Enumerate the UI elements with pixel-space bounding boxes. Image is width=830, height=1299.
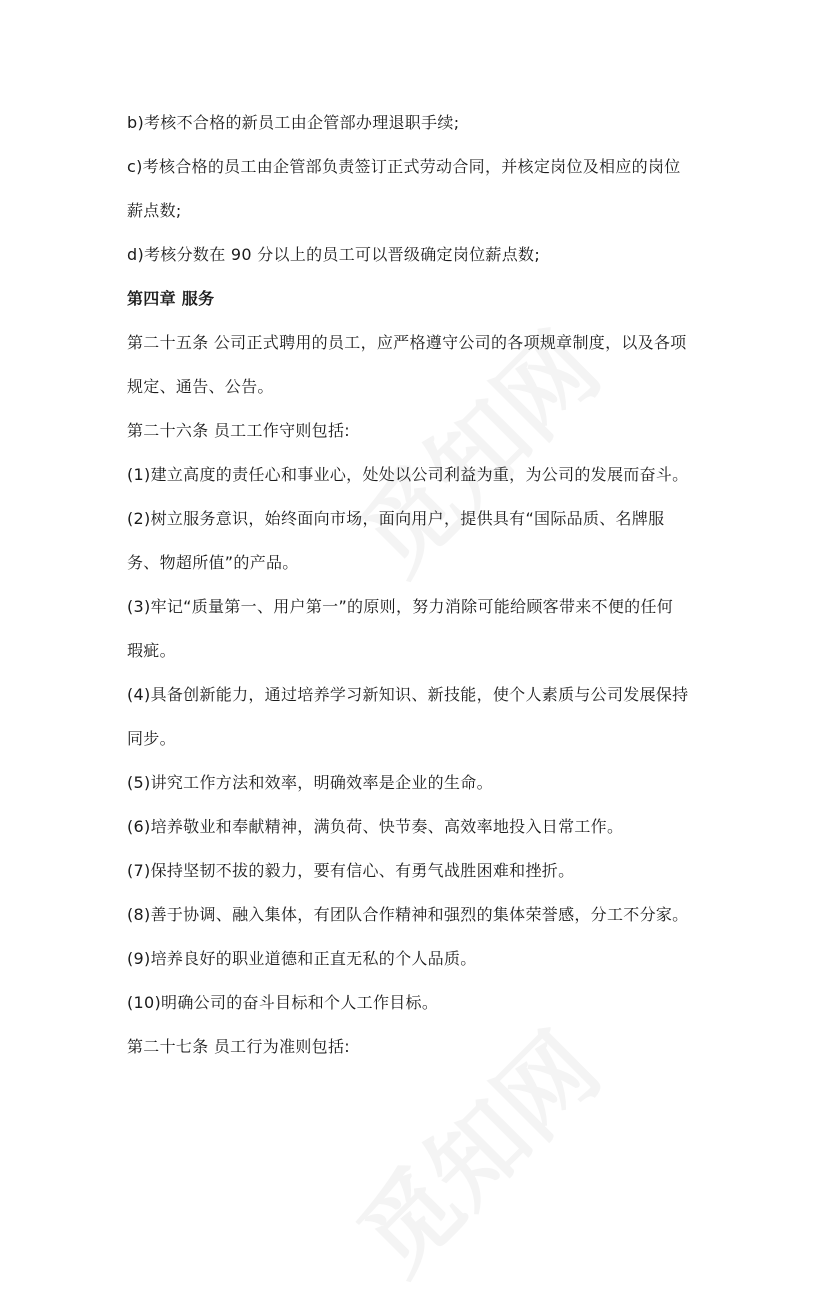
paragraph-line: (2)树立服务意识，始终面向市场，面向用户，提供具有“国际品质、名牌服 (127, 509, 665, 528)
paragraph-line: (4)具备创新能力，通过培养学习新知识、新技能，使个人素质与公司发展保持 (127, 685, 689, 704)
paragraph-line: (8)善于协调、融入集体，有团队合作精神和强烈的集体荣誉感，分工不分家。 (127, 905, 689, 924)
paragraph-line: (3)牢记“质量第一、用户第一”的原则，努力消除可能给顾客带来不便的任何 (127, 597, 674, 616)
paragraph-line: 同步。 (127, 729, 176, 748)
paragraph-line: 务、物超所值”的产品。 (127, 553, 299, 572)
paragraph-line: (5)讲究工作方法和效率，明确效率是企业的生命。 (127, 773, 493, 792)
paragraph-line: 第二十七条 员工行为准则包括: (127, 1037, 350, 1056)
paragraph-line: b)考核不合格的新员工由企管部办理退职手续; (127, 113, 460, 132)
paragraph-line: c)考核合格的员工由企管部负责签订正式劳动合同，并核定岗位及相应的岗位 (127, 157, 681, 176)
paragraph-line: 瑕疵。 (127, 641, 176, 660)
paragraph-line: (1)建立高度的责任心和事业心，处处以公司利益为重，为公司的发展而奋斗。 (127, 465, 689, 484)
paragraph-line: 薪点数; (127, 201, 182, 220)
chapter-heading: 第四章 服务 (127, 289, 215, 308)
paragraph-line: 第二十五条 公司正式聘用的员工，应严格遵守公司的各项规章制度，以及各项 (127, 333, 687, 352)
paragraph-line: (10)明确公司的奋斗目标和个人工作目标。 (127, 993, 439, 1012)
paragraph-line: d)考核分数在 90 分以上的员工可以晋级确定岗位薪点数; (127, 245, 541, 264)
paragraph-line: 规定、通告、公告。 (127, 377, 274, 396)
paragraph-line: (9)培养良好的职业道德和正直无私的个人品质。 (127, 949, 477, 968)
paragraph-line: (6)培养敬业和奉献精神，满负荷、快节奏、高效率地投入日常工作。 (127, 817, 624, 836)
watermark (324, 998, 625, 1299)
paragraph-line: (7)保持坚韧不拔的毅力，要有信心、有勇气战胜困难和挫折。 (127, 861, 575, 880)
paragraph-line: 第二十六条 员工工作守则包括: (127, 421, 350, 440)
